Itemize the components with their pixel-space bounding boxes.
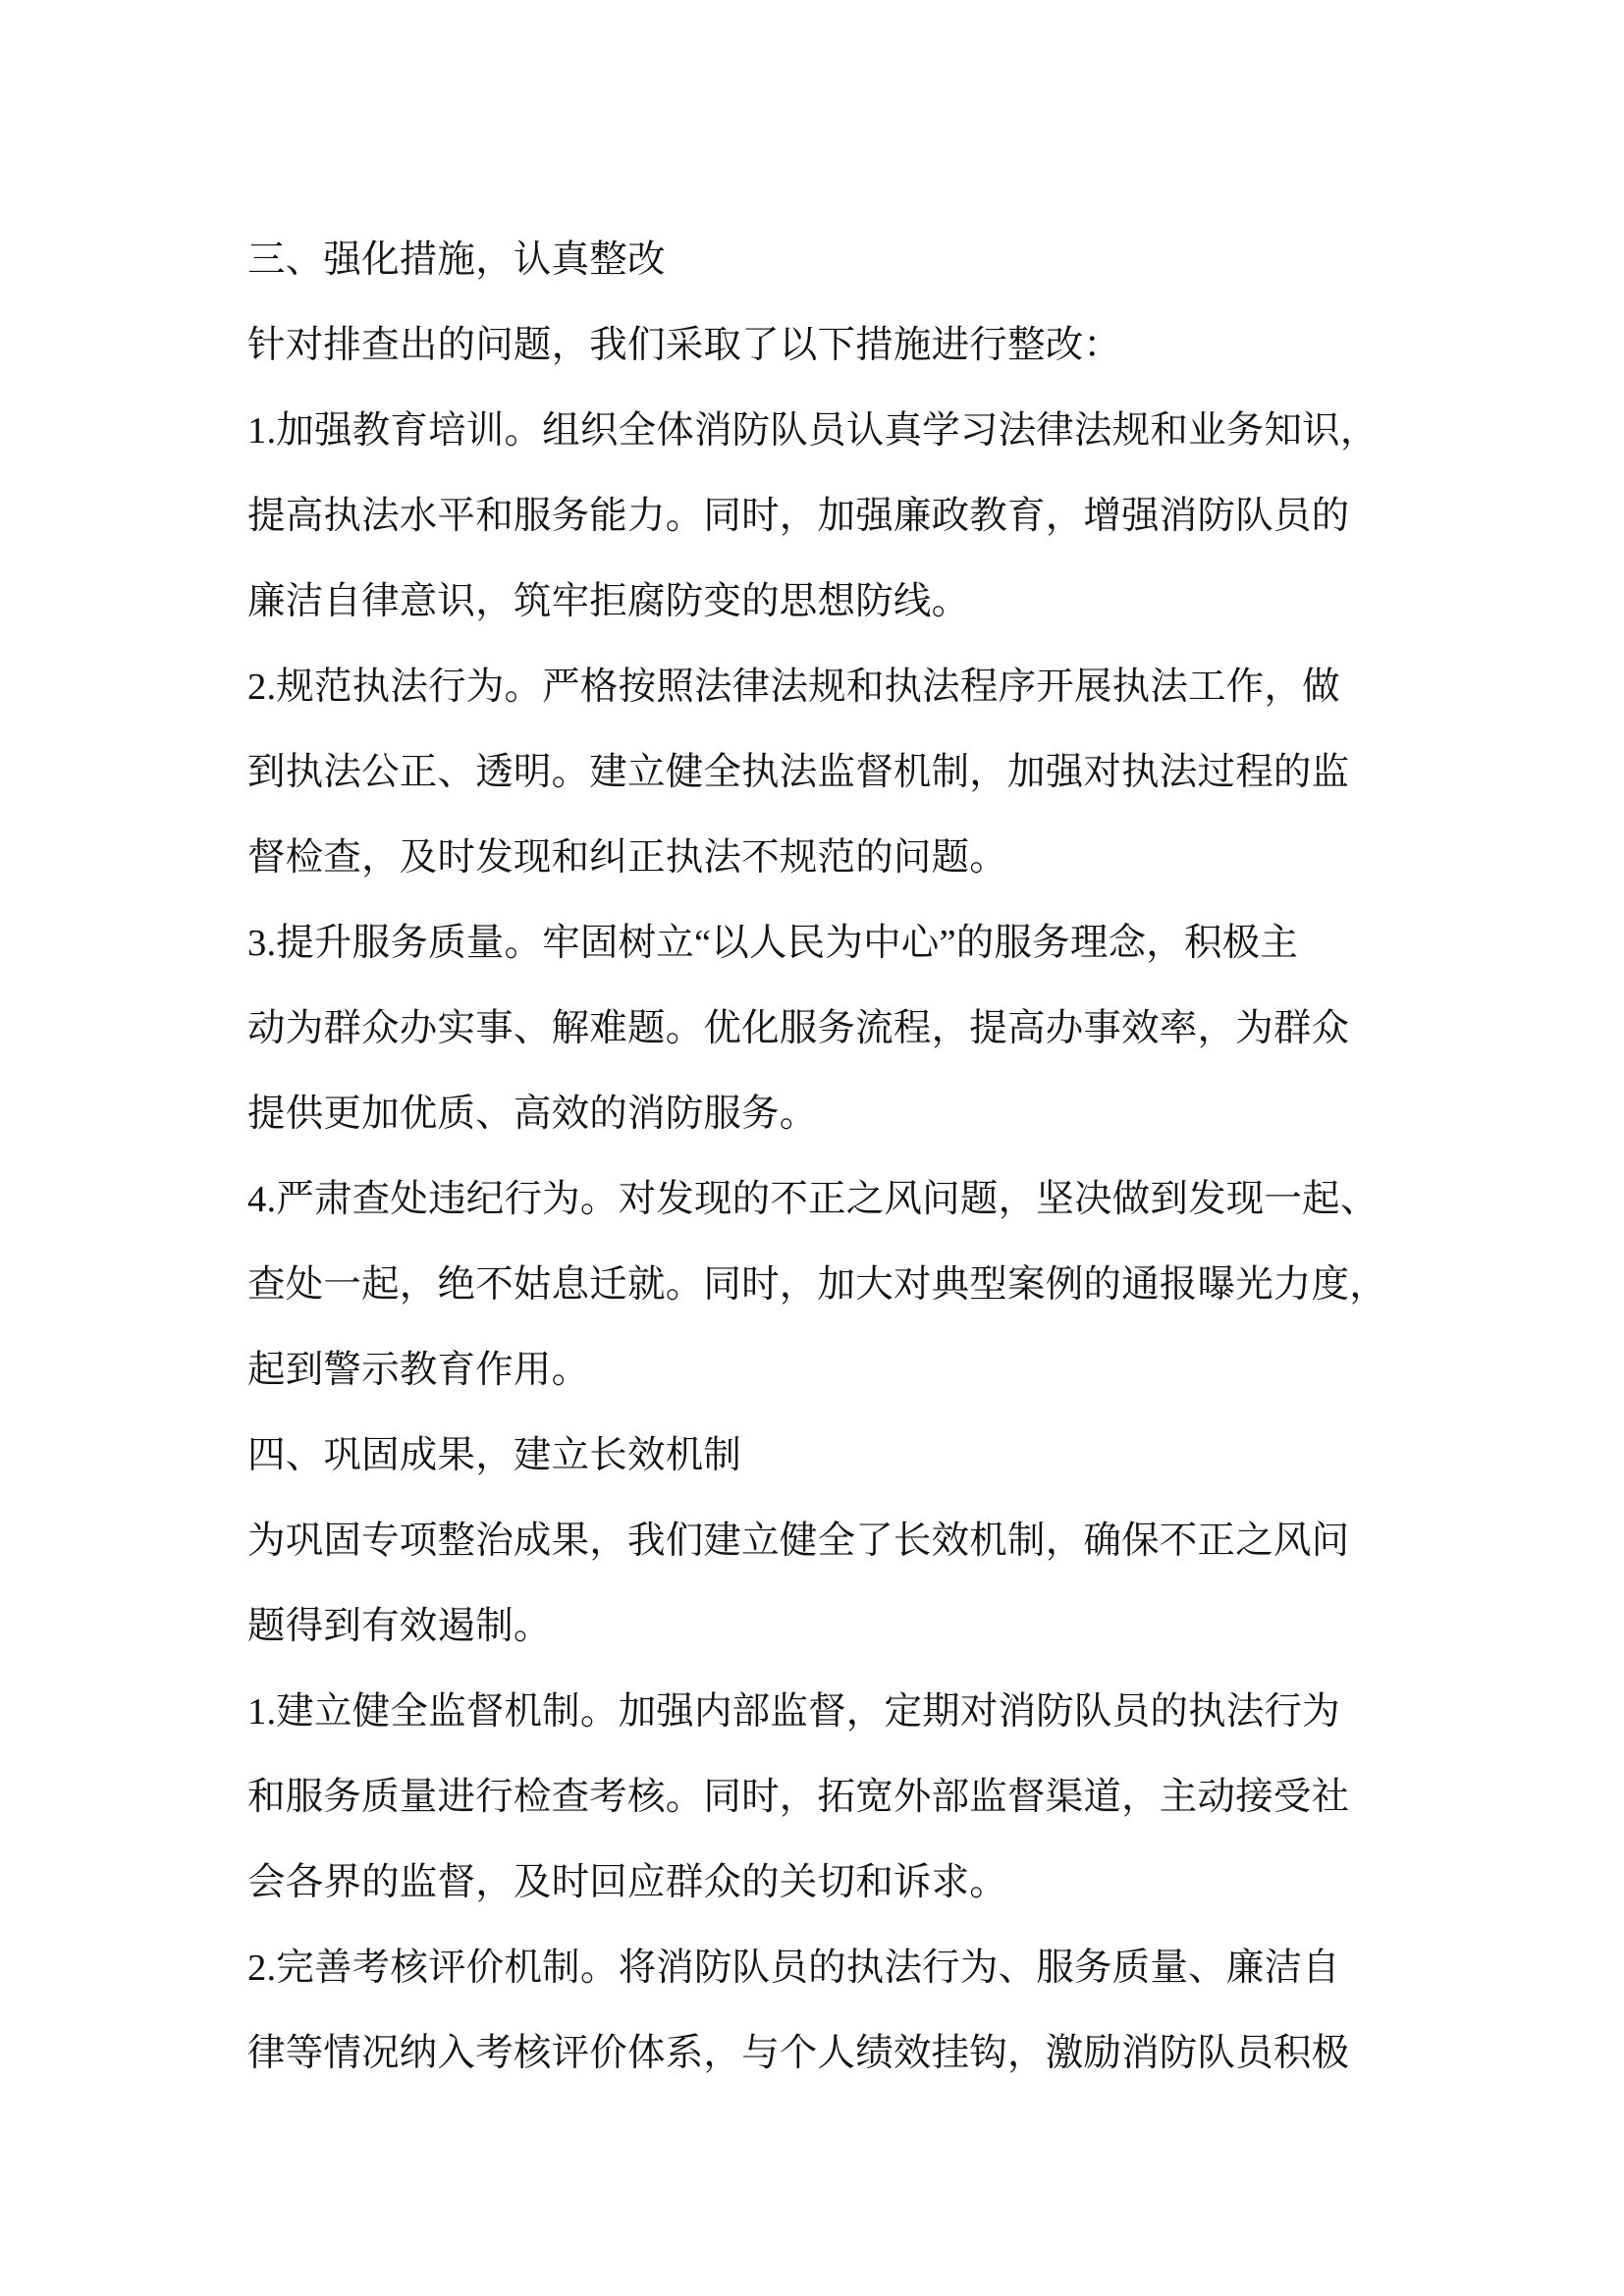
paragraph	[247, 645, 1386, 901]
text-line: 4.严肃查处违纪行为。对发现的不正之风问题，坚决做到发现一起、	[247, 1179, 1379, 1220]
text-line: 督检查，及时发现和纠正执法不规范的问题。	[247, 837, 1008, 879]
text-line: 廉洁自律意识，筑牢拒腐防变的思想防线。	[247, 581, 970, 622]
document-page	[247, 218, 1386, 2097]
text-line: 起到警示教育作用。	[247, 1350, 590, 1391]
text-line: 1.加强教育培训。组织全体消防队员认真学习法律法规和业务知识，	[247, 410, 1379, 452]
paragraph	[247, 389, 1386, 645]
text-line: 动为群众办实事、解难题。优化服务流程，提高办事效率，为群众	[247, 1008, 1350, 1049]
text-line: 针对排查出的问题，我们采取了以下措施进行整改：	[247, 325, 1122, 366]
paragraph	[247, 1670, 1386, 1926]
paragraph	[247, 1157, 1386, 1414]
text-line: 2.完善考核评价机制。将消防队员的执法行为、服务质量、廉洁自	[247, 1948, 1340, 1989]
text-line: 四、巩固成果，建立长效机制	[247, 1435, 742, 1476]
text-line: 提高执法水平和服务能力。同时，加强廉政教育，增强消防队员的	[247, 496, 1350, 537]
paragraph	[247, 303, 1386, 389]
text-line: 3.提升服务质量。牢固树立“以人民为中心”的服务理念，积极主	[247, 923, 1299, 964]
text-line: 为巩固专项整治成果，我们建立健全了长效机制，确保不正之风问	[247, 1521, 1350, 1562]
paragraph	[247, 1499, 1386, 1670]
text-line: 1.建立健全监督机制。加强内部监督，定期对消防队员的执法行为	[247, 1691, 1340, 1733]
text-line: 三、强化措施，认真整改	[247, 240, 666, 281]
text-line: 2.规范执法行为。严格按照法律法规和执法程序开展执法工作，做	[247, 667, 1340, 708]
paragraph	[247, 1926, 1386, 2097]
text-line: 提供更加优质、高效的消防服务。	[247, 1094, 818, 1135]
section-heading-4	[247, 1414, 1386, 1499]
paragraph	[247, 901, 1386, 1157]
text-line: 和服务质量进行检查考核。同时，拓宽外部监督渠道，主动接受社	[247, 1777, 1350, 1818]
text-line: 题得到有效遏制。	[247, 1606, 552, 1647]
text-line: 到执法公正、透明。建立健全执法监督机制，加强对执法过程的监	[247, 752, 1350, 793]
text-line: 会各界的监督，及时回应群众的关切和诉求。	[247, 1862, 1008, 1903]
text-line: 律等情况纳入考核评价体系，与个人绩效挂钩，激励消防队员积极	[247, 2033, 1350, 2074]
text-line: 查处一起，绝不姑息迁就。同时，加大对典型案例的通报曝光力度，	[247, 1264, 1388, 1306]
section-heading-3	[247, 218, 1386, 303]
